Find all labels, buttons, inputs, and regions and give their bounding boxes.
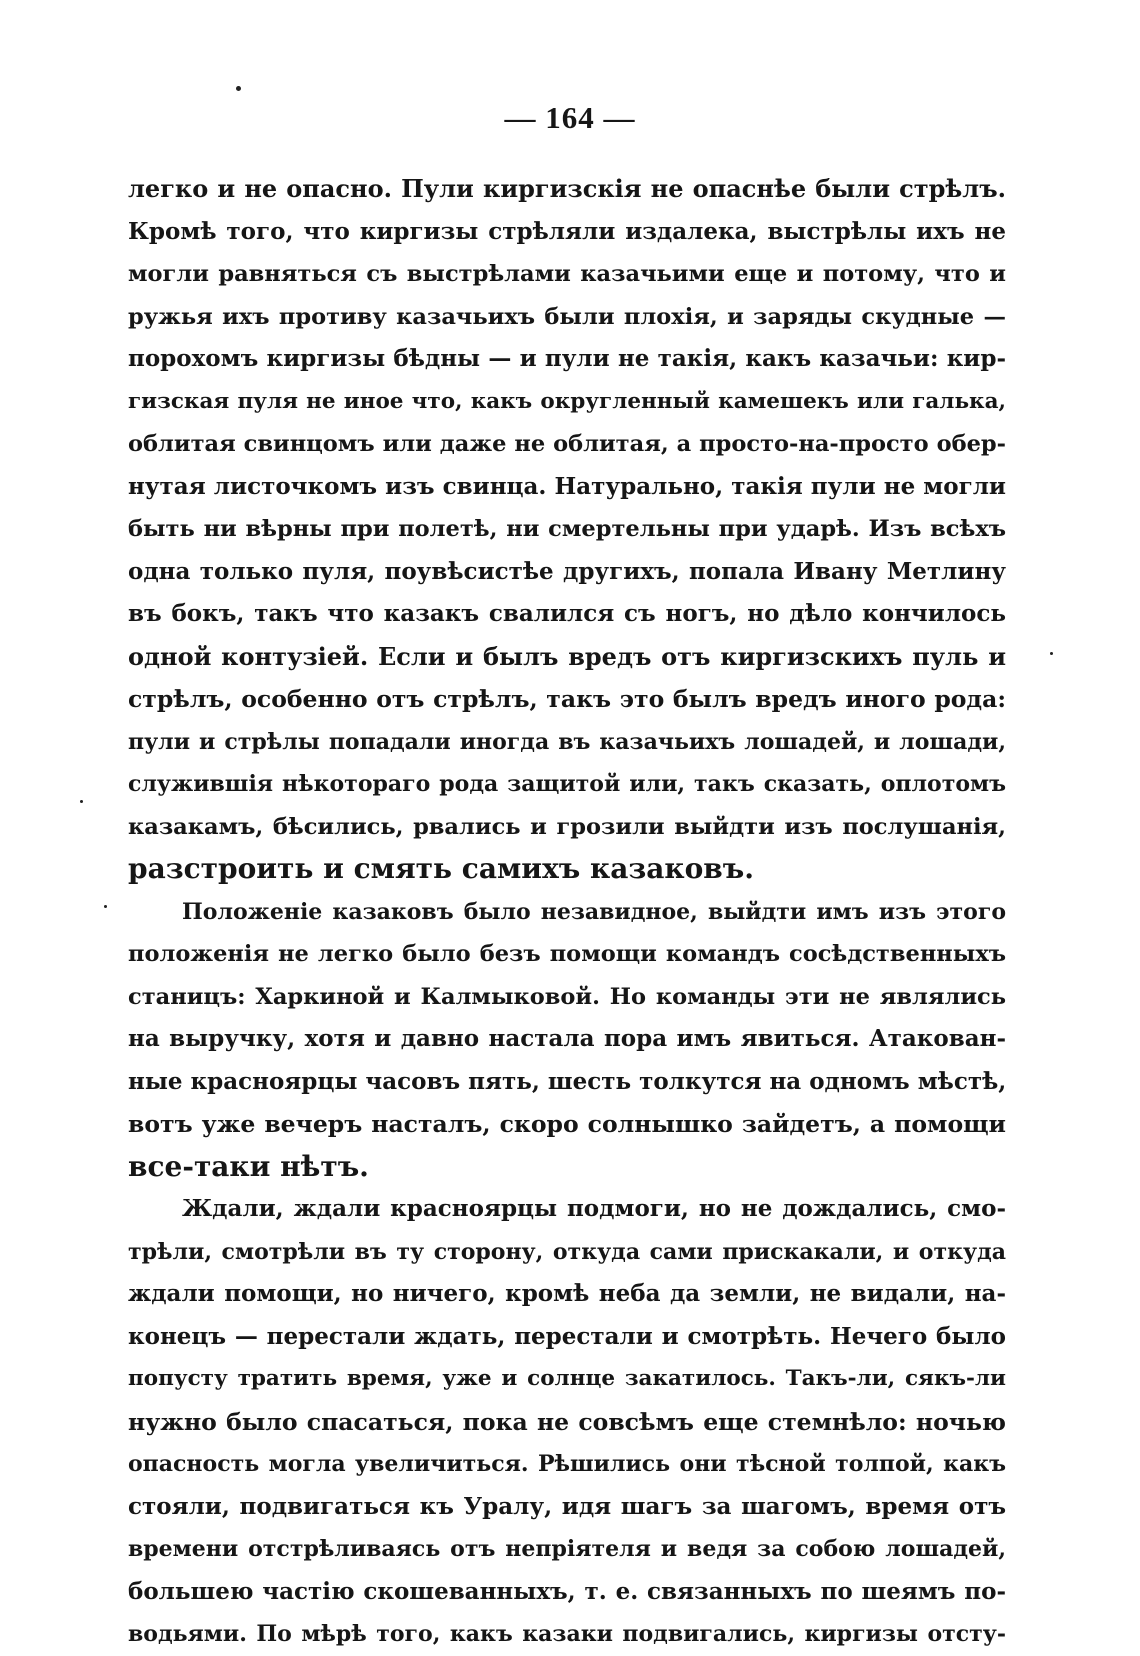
text-line: гизская пуля не иное что, какъ округленный камешекъ или галька, [128,388,1006,414]
print-speck [1050,652,1053,655]
text-line: порохомъ киргизы бѣдны — и пули не такія, какъ казачьи: кир- [128,345,1006,372]
text-line: нужно было спасаться, пока не совсѣмъ еще стемнѣло: ночью [128,1407,1006,1436]
text-line: водьями. По мѣрѣ того, какъ казаки подвигались, киргизы отсту- [128,1621,1006,1647]
text-line: вотъ уже вечеръ насталъ, скоро солнышко зайдетъ, а помощи [128,1110,1006,1138]
text-line: быть ни вѣрны при полетѣ, ни смертельны при ударѣ. Изъ всѣхъ [128,516,1006,542]
text-line: Ждали, ждали красноярцы подмоги, но не дождались, смо- [182,1195,1006,1222]
text-line: одной контузіей. Если и былъ вредъ отъ киргизскихъ пуль и [128,641,1006,671]
text-line: казакамъ, бѣсились, рвались и грозили выйдти изъ послушанія, [128,813,1006,840]
text-line: разстроить и смять самихъ казаковъ. [128,852,754,885]
page-body-text [128,168,1006,1656]
text-line: ждали помощи, но ничего, кромѣ неба да земли, не видали, на- [128,1280,1006,1307]
text-line: трѣли, смотрѣли въ ту сторону, откуда сами прискакали, и откуда [128,1238,1006,1265]
text-line: могли равняться съ выстрѣлами казачьими еще и потому, что и [128,261,1006,287]
text-line: попусту тратить время, уже и солнце закатилось. Такъ-ли, сякъ-ли [128,1366,1006,1391]
text-line: одна только пуля, поувѣсистѣе другихъ, попала Ивану Метлину [128,557,1006,585]
text-line: Кромѣ того, что киргизы стрѣляли издалека, выстрѣлы ихъ не [128,217,1006,245]
print-speck [80,800,83,803]
text-line: Положеніе казаковъ было незавидное, выйдти имъ изъ этого [182,898,1006,925]
text-line: все-таки нѣтъ. [128,1149,369,1183]
text-line: облитая свинцомъ или даже не облитая, а просто-на-просто обер- [128,431,1006,457]
text-line: времени отстрѣливаясь отъ непріятеля и ведя за собою лошадей, [128,1536,1006,1562]
text-line: въ бокъ, такъ что казакъ свалился съ ногъ, но дѣло кончилось [128,600,1006,627]
text-line: пули и стрѣлы попадали иногда въ казачьихъ лошадей, и лошади, [128,728,1006,755]
page-number: — 164 — [504,100,636,135]
text-line: положенія не легко было безъ помощи командъ сосѣдственныхъ [128,941,1006,967]
text-line: стрѣлъ, особенно отъ стрѣлъ, такъ это былъ вредъ иного рода: [128,685,1006,713]
text-line: станицъ: Харкиной и Калмыковой. Но команды эти не являлись [128,983,1006,1010]
print-speck [104,905,107,908]
text-line: служившія нѣкотораго рода защитой или, такъ сказать, оплотомъ [128,771,1006,797]
text-line: большею частію скошеванныхъ, т. е. связанныхъ по шеямъ по- [128,1577,1006,1605]
text-line: нутая листочкомъ изъ свинца. Натурально, такія пули не могли [128,472,1006,500]
text-line: конецъ — перестали ждать, перестали и смотрѣть. Нечего было [128,1322,1006,1350]
text-line: на выручку, хотя и давно настала пора имъ явиться. Атакован- [128,1025,1006,1052]
text-line: ружья ихъ противу казачьихъ были плохія, и заряды скудные — [128,303,1006,330]
text-line: стояли, подвигаться къ Уралу, идя шагъ за шагомъ, время отъ [128,1492,1006,1520]
text-line: ные краснoярцы часовъ пять, шесть толкутся на одномъ мѣстѣ, [128,1067,1007,1095]
text-line: легко и не опасно. Пули киргизскія не опаснѣе были стрѣлъ. [128,174,1006,203]
print-speck [236,86,241,91]
text-line: опасность могла увеличиться. Рѣшились они тѣсной толпой, какъ [128,1451,1006,1477]
